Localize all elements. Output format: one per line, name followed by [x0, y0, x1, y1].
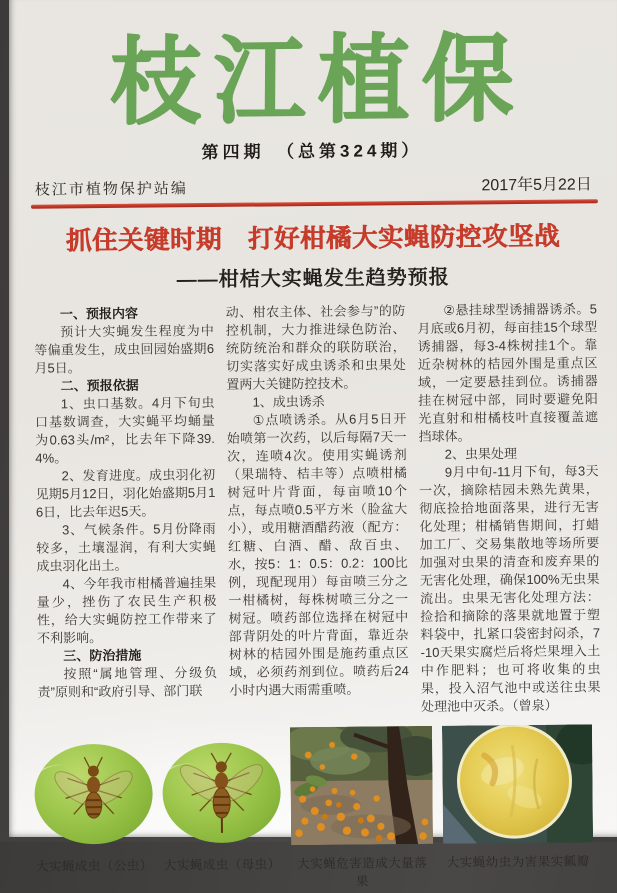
- photo-caption: 大实蝇成虫（公虫）: [35, 858, 153, 875]
- page-content: [5, 0, 617, 889]
- article-column-3: [417, 301, 601, 717]
- issue-number-line: 第四期 （总第324期）: [201, 141, 423, 163]
- section-heading: 二、预报依据: [60, 378, 139, 394]
- orchard-illustration: [290, 726, 433, 845]
- photo-caption: 大实蝇危害造成大量落果: [297, 856, 428, 889]
- masthead-rule: [31, 200, 598, 209]
- masthead-title: 枝江植保: [108, 25, 526, 136]
- text-block: 1、虫口基数。4月下旬虫口基数调查，大实蝇平均蛹量为0.63头/m²，比去年下降39.4%。: [34, 395, 215, 467]
- text-block: 按照“属地管理、分级负责”原则和“政府引导、部门联: [37, 665, 218, 701]
- article-subtitle: ——柑桔大实蝇发生趋势预报: [176, 267, 450, 292]
- text-block: 1、成虫诱杀: [252, 394, 325, 410]
- article-column-1: [34, 304, 218, 720]
- photo-damaged-orange-pulp: [442, 725, 593, 844]
- text-block: 9月中旬-11月下旬，每3天一次，摘除桔园未熟先黄果，彻底捡拾地面落果，进行无害化处理；柑橘销售期间，打蜡加工厂、交易集散地等场所要加强对虫果的清查和废弃果的无害化处理，确保100%无虫果流出。虫果无害化处理方法：捡拾和摘除的落果就地置于塑料袋中，扎紧口袋密封闷杀，7-10天果实腐烂后将烂果埋入土中作肥料；也可将收集的虫果，投入沼气池中或送往虫果处理池中灭杀。（曾泉）: [418, 463, 601, 715]
- caption-row: [35, 852, 606, 893]
- female-fruit-fly-illustration: [162, 743, 281, 844]
- photo-female-fruit-fly: [162, 743, 281, 844]
- photo-caption: 大实蝇幼虫为害果实瓤瓣: [446, 854, 590, 871]
- cut-orange-illustration: [442, 725, 593, 844]
- male-fruit-fly-illustration: [34, 744, 153, 845]
- photo-row: [34, 723, 606, 850]
- publisher-row: [35, 172, 592, 200]
- text-block: 4、今年我市柑橘普遍挂果量少，挫伤了农民生产积极性，给大实蝇防控工作带来了不利影响。: [36, 575, 217, 647]
- text-block: ②悬挂球型诱捕器诱杀。5月底或6月初，每亩挂15个球型诱捕器，每3-4株树挂1个。靠近杂树林的桔园外围是重点区域，一定要悬挂到位。诱捕器挂在树冠中部，同时要避免阳光直射和柑橘枝叶直接覆盖遮挡球体。: [417, 301, 599, 445]
- text-block: 预计大实蝇发生程度为中等偏重发生，成虫回园始盛期6月5日。: [34, 323, 215, 377]
- text-block: 2、虫果处理: [444, 446, 518, 463]
- publish-date: 2017年5月22日: [481, 176, 592, 195]
- article-column-2: [226, 302, 410, 718]
- section-heading: 三、防治措施: [63, 648, 142, 664]
- text-block: 动、柑农主体、社会参与”的防控机制，大力推进绿色防治、统防统治和群众的联防联治，切实落实好成虫诱杀和虫果处置两大关键防控技术。: [225, 303, 406, 393]
- text-block: ①点喷诱杀。从6月5日开始喷第一次药，以后每隔7天一次，连喷4次。使用实蝇诱剂（果瑞特、桔丰等）点喷柑橘树冠叶片背面，每亩喷10个点，每点喷0.5平方米（脸盆大小），或用糖酒醋药液（配方：红糖、白酒、醋、敌百虫、水，按5：1：0.5：0.2：100比例，现配现用）每亩喷三分之一柑橘树，每株树喷三分之一树冠。喷药部位选择在树冠中部背阴处的叶片背面，靠近杂树林的桔园外围是施药重点区域，必须药剂到位。喷药后24小时内遇大雨需重喷。: [226, 411, 409, 699]
- article-body: [34, 301, 601, 720]
- newsletter-page: [9, 0, 617, 889]
- text-block: 3、气候条件。5月份降雨较多，土壤湿润，有利大实蝇成虫羽化出土。: [36, 521, 216, 575]
- text-block: 2、发育进度。成虫羽化初见期5月12日，羽化始盛期5月16日，比去年迟5天。: [35, 467, 216, 521]
- photo-caption: 大实蝇成虫（母虫）: [163, 857, 281, 873]
- photo-fallen-oranges-orchard: [290, 726, 433, 845]
- article-headline: 抓住关键时期 打好柑橘大实蝇防控攻坚战: [65, 222, 560, 256]
- publisher-name: 枝江市植物保护站编: [34, 180, 188, 200]
- photo-male-fruit-fly: [34, 744, 153, 845]
- section-heading: 一、预报内容: [59, 306, 139, 322]
